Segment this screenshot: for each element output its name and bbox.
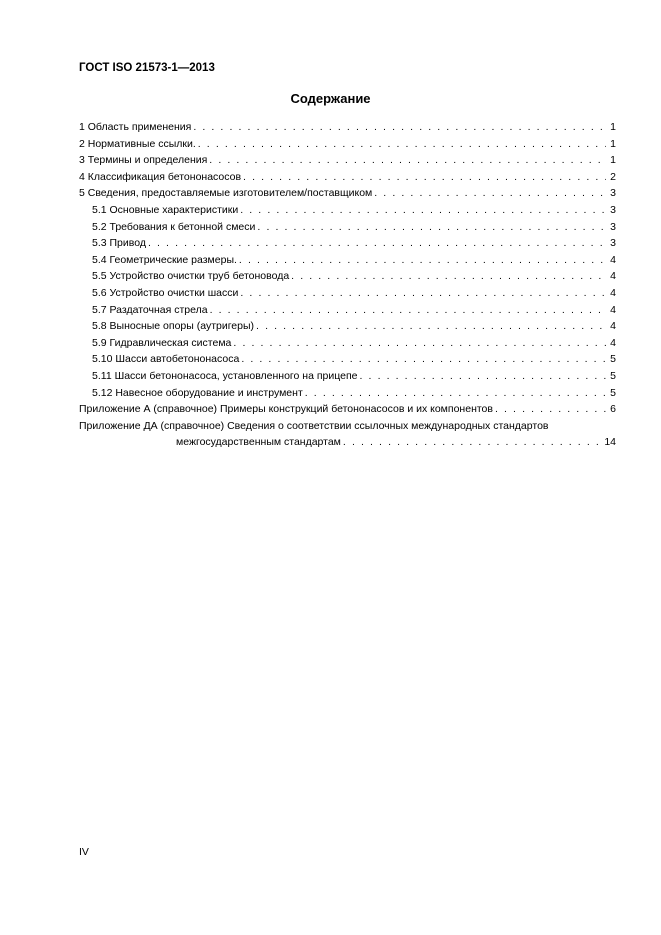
toc-entry[interactable] [79,401,616,418]
toc-entry-label: 5.6 Устройство очистки шасси [92,286,239,299]
toc-entry-page: 3 [610,187,616,200]
toc-entry-page: 2 [610,170,616,183]
toc-entry-page: 1 [610,121,616,133]
toc-leader-dots [257,219,606,236]
toc-entry[interactable] [79,302,616,319]
toc-leader-dots [305,385,606,402]
toc-entry-page: 3 [610,203,616,216]
toc-leader-dots [148,235,606,252]
toc-entry[interactable] [79,185,616,202]
toc-entry-label: 5.7 Раздаточная стрела [92,303,208,316]
toc-leader-dots [360,368,607,385]
toc-entry-label: 5.1 Основные характеристики [92,203,239,216]
toc-entry-label: 5.9 Гидравлическая система [92,336,232,349]
toc-leader-dots [193,119,606,136]
toc-entry-label: 5 Сведения, предоставляемые изготовителем/поставщиком [79,187,373,200]
toc-entry-page: 3 [610,237,616,250]
toc-entry-label: 2 Нормативные ссылки. [79,137,196,150]
toc-leader-dots [209,152,606,169]
toc-entry[interactable] [79,268,616,285]
toc-entry-page: 5 [610,386,616,399]
toc-entry[interactable] [79,368,616,385]
toc-entries [79,119,616,418]
toc-entry[interactable] [79,385,616,402]
toc-entry[interactable] [79,169,616,186]
toc-leader-dots [233,335,606,352]
toc-entry-label: 3 Термины и определения [79,154,208,167]
toc-entry-page: 1 [610,137,616,150]
toc-entry-label: 5.4 Геометрические размеры. [92,253,237,266]
toc-entry-page: 4 [610,270,616,283]
toc-leader-dots [256,318,606,335]
toc-entry-page: 1 [610,154,616,167]
toc-entry-page: 3 [610,220,616,233]
toc-entry[interactable] [79,235,616,252]
toc-entry-label: 5.12 Навесное оборудование и инструмент [92,386,303,399]
toc-leader-dots [243,169,606,186]
toc-entry-label: 5.5 Устройство очистки труб бетоновода [92,270,290,283]
toc-leader-dots [240,285,606,302]
toc-entry-page: 4 [610,303,616,316]
toc-entry-label: 1 Область применения [79,121,192,133]
page-number: IV [79,846,89,858]
toc-entry-label: Приложение ДА (справочное) Сведения о соответствии ссылочных международных стандартов [79,419,549,432]
toc-entry-page: 14 [604,436,616,449]
toc-entry-page: 4 [610,336,616,349]
document-header: ГОСТ ISO 21573-1—2013 [79,62,215,74]
toc-entry-page: 5 [610,369,616,382]
toc-entry[interactable] [79,351,616,368]
toc-leader-dots [241,351,606,368]
toc-entry[interactable] [79,119,616,136]
toc-leader-dots [239,252,606,269]
toc-entry[interactable] [79,152,616,169]
toc-entry[interactable] [79,219,616,236]
toc-entry-appendix-da[interactable] [79,418,616,451]
toc-entry-page: 6 [610,403,616,416]
toc-entry[interactable] [79,285,616,302]
toc-entry[interactable] [79,136,616,153]
toc-leader-dots [291,268,606,285]
toc-entry-page: 4 [610,253,616,266]
toc-entry[interactable] [79,335,616,352]
page-title: Содержание [290,91,371,106]
toc-leader-dots [343,434,600,451]
table-of-contents [79,119,616,451]
toc-entry-page: 4 [610,286,616,299]
toc-leader-dots [210,302,606,319]
toc-entry-page: 4 [610,320,616,333]
toc-leader-dots [240,202,606,219]
toc-entry-label: 5.3 Привод [92,237,146,250]
toc-leader-dots [495,401,606,418]
toc-entry[interactable] [79,252,616,269]
toc-entry-label: 5.11 Шасси бетононасоса, установленного на прицепе [92,369,358,382]
toc-entry-label: межгосударственным стандартам [176,436,341,449]
toc-entry-label: 4 Классификация бетононасосов [79,170,242,183]
toc-entry[interactable] [79,202,616,219]
toc-entry-continuation [79,434,616,451]
toc-entry-label: 5.2 Требования к бетонной смеси [92,220,256,233]
toc-leader-dots [198,136,606,153]
toc-entry-label: 5.8 Выносные опоры (аутригеры) [92,320,255,333]
toc-leader-dots [374,185,606,202]
toc-entry[interactable] [79,318,616,335]
toc-entry-label: 5.10 Шасси автобетононасоса [92,353,240,366]
toc-entry-label: Приложение А (справочное) Примеры конструкций бетононасосов и их компонентов [79,403,493,416]
toc-entry-page: 5 [610,353,616,366]
